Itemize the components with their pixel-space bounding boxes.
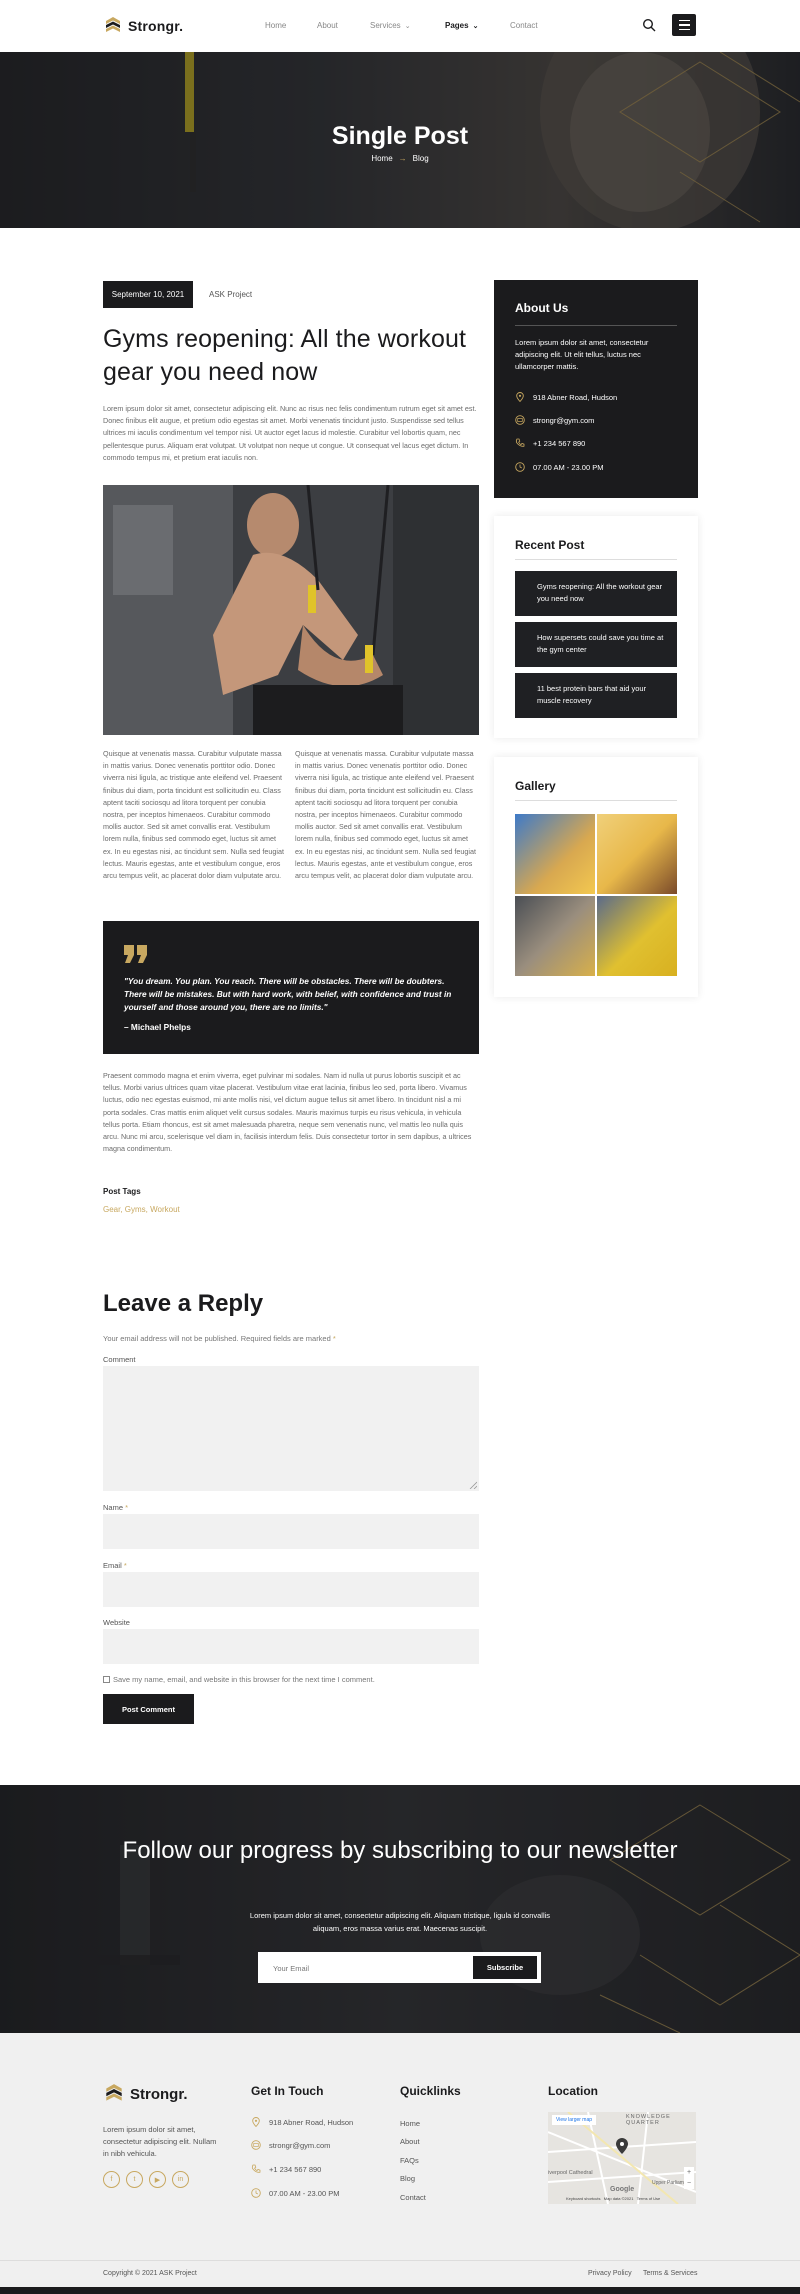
gallery-title: Gallery bbox=[515, 779, 556, 793]
recent-title: Recent Post bbox=[515, 538, 585, 552]
clock-icon bbox=[251, 2188, 261, 2198]
terms-link[interactable]: Terms & Services bbox=[643, 2270, 698, 2277]
footer-phone[interactable]: +1 234 567 890 bbox=[251, 2164, 321, 2174]
search-icon[interactable] bbox=[642, 18, 656, 32]
footer-divider bbox=[0, 2260, 800, 2261]
footer-address: 918 Abner Road, Hudson bbox=[251, 2117, 353, 2127]
about-widget bbox=[494, 280, 698, 498]
nav-contact[interactable]: Contact bbox=[510, 21, 538, 30]
divider bbox=[515, 559, 677, 560]
phone-icon bbox=[515, 438, 525, 448]
location-pin-icon bbox=[251, 2117, 261, 2127]
recent-post-item[interactable]: How supersets could save you time at the gym center bbox=[515, 622, 677, 667]
quote-author: – Michael Phelps bbox=[124, 1022, 191, 1032]
about-email[interactable] bbox=[515, 415, 594, 425]
post-date-badge: September 10, 2021 bbox=[103, 281, 193, 308]
map-label-quarter: KNOWLEDGE QUARTER bbox=[626, 2114, 671, 2126]
email-icon bbox=[515, 415, 525, 425]
nav-about[interactable]: About bbox=[317, 21, 338, 30]
site-footer bbox=[0, 2033, 800, 2294]
hamburger-icon bbox=[679, 20, 690, 22]
about-email-text: strongr@gym.com bbox=[533, 415, 595, 425]
newsletter-desc: Lorem ipsum dolor sit amet, consectetur adipiscing elit. Aliquam tristique, ligula id convallis aliquam, eros massa varius erat. Maecenas suscipit. bbox=[249, 1911, 551, 1933]
post-intro: Lorem ipsum dolor sit amet, consectetur adipiscing elit. Nunc ac risus nec felis condimentum rutrum eget sit amet est. Donec finibus elit augue, et pretium odio egestas sit amet. Morbi venenatis tincidunt justo. Suspendisse sed tellus ultrices mi iaculis condimentum vel tempor nisi. Ut auctor eget lacus id molestie. Curabitur vel lobortis quam, nec pellentesque purus. Aliquam erat volutpat. Ut volutpat non neque ut congue. Ut consequat vel lacus eget dictum. In commodo tempus mi, et pretium erat iaculis non. bbox=[103, 404, 477, 462]
clock-icon bbox=[515, 462, 525, 472]
gallery-widget bbox=[494, 757, 698, 997]
breadcrumb-home[interactable]: Home bbox=[371, 154, 393, 163]
about-address bbox=[515, 392, 617, 402]
phone-icon bbox=[251, 2164, 261, 2174]
recent-post-widget bbox=[494, 516, 698, 738]
website-input[interactable] bbox=[103, 1629, 479, 1664]
about-phone[interactable] bbox=[515, 438, 585, 448]
email-label: Email * bbox=[103, 1561, 127, 1570]
post-column-right: Quisque at venenatis massa. Curabitur vulputate massa in mattis varius. Donec venenatis porttitor odio. Donec viverra nisi ligula, ac tristique ante eleifend vel. Praesent finibus dui diam, porta tincidunt est sollicitudin eu. Class aptent taciti sociosqu ad litora torquent per conubia nostra, per inceptos himenaeos. Curabitur commodo mollis auctor. Sed sit amet convallis erat. Vestibulum lorem nulla, finibus sed commodo eget, luctus sit amet ex. In eu egestas nisi, ac tincidunt sem. Nulla sed feugiat lectus. Mauris egestas, ante et vestibulum congue, eros arcu tempus velit, ac placerat dolor diam vulputate arcu. bbox=[295, 749, 476, 881]
brand-name: Strongr. bbox=[128, 18, 184, 34]
arrow-right-icon: → bbox=[398, 154, 407, 163]
map-footer[interactable]: Keyboard shortcuts Map data ©2021 Terms of Use bbox=[566, 2196, 661, 2201]
recent-post-item[interactable]: 11 best protein bars that aid your muscle recovery bbox=[515, 673, 677, 718]
blockquote bbox=[103, 921, 479, 1054]
privacy-policy-link[interactable]: Privacy Policy bbox=[588, 2270, 632, 2277]
chevron-down-icon: ⌄ bbox=[404, 23, 411, 30]
quicklinks-title: Quicklinks bbox=[400, 2084, 461, 2098]
gallery-image[interactable] bbox=[597, 814, 677, 894]
save-info-row bbox=[103, 1675, 375, 1684]
post-author[interactable]: ASK Project bbox=[209, 290, 253, 299]
twitter-icon[interactable]: t bbox=[126, 2171, 143, 2188]
nav-home[interactable]: Home bbox=[265, 21, 287, 30]
reply-note: Your email address will not be published. Required fields are marked * bbox=[103, 1334, 336, 1343]
about-hours-text: 07.00 AM - 23.00 PM bbox=[533, 462, 604, 472]
youtube-icon[interactable]: ▶ bbox=[149, 2171, 166, 2188]
footer-link-home[interactable]: Home bbox=[400, 2119, 421, 2128]
location-map[interactable] bbox=[548, 2112, 696, 2204]
footer-email[interactable]: strongr@gym.com bbox=[251, 2140, 330, 2150]
newsletter-title: Follow our progress by subscribing to our newsletter bbox=[122, 1837, 678, 1864]
footer-link-about[interactable]: About bbox=[400, 2137, 420, 2146]
name-input[interactable] bbox=[103, 1514, 479, 1549]
google-logo: Google bbox=[610, 2186, 635, 2193]
reply-title: Leave a Reply bbox=[103, 1290, 264, 1317]
footer-link-faqs[interactable]: FAQs bbox=[400, 2156, 419, 2165]
save-info-label: Save my name, email, and website in this browser for the next time I comment. bbox=[113, 1675, 375, 1684]
nav-services-label: Services bbox=[370, 21, 401, 30]
gallery-grid bbox=[515, 814, 677, 976]
site-header bbox=[0, 0, 800, 52]
breadcrumb bbox=[0, 154, 800, 163]
quote-icon bbox=[124, 945, 148, 963]
subscribe-button[interactable]: Subscribe bbox=[473, 1956, 537, 1979]
breadcrumb-blog: Blog bbox=[412, 154, 429, 163]
gallery-image[interactable] bbox=[515, 896, 595, 976]
about-phone-text: +1 234 567 890 bbox=[533, 438, 586, 448]
map-label-cathedral: iverpool Cathedral bbox=[548, 2170, 593, 2176]
about-hours bbox=[515, 462, 603, 472]
newsletter-form bbox=[258, 1952, 541, 1983]
resize-handle-icon[interactable] bbox=[469, 1481, 477, 1489]
website-label: Website bbox=[103, 1618, 130, 1627]
social-links bbox=[103, 2171, 189, 2188]
email-icon bbox=[251, 2140, 261, 2150]
post-image bbox=[103, 485, 479, 735]
nav-services[interactable] bbox=[370, 21, 411, 30]
gallery-image[interactable] bbox=[515, 814, 595, 894]
recent-post-item[interactable]: Gyms reopening: All the workout gear you need now bbox=[515, 571, 677, 616]
divider bbox=[515, 325, 677, 326]
footer-link-blog[interactable]: Blog bbox=[400, 2174, 416, 2183]
quote-text: "You dream. You plan. You reach. There will be obstacles. There will be doubters. There will be mistakes. But with hard work, with belief, with confidence and trust in yourself and those around you, there are no limits." bbox=[124, 976, 452, 1012]
post-comment-button[interactable]: Post Comment bbox=[103, 1694, 194, 1724]
footer-logo[interactable] bbox=[103, 2083, 188, 2105]
bottom-strip bbox=[0, 2287, 800, 2294]
footer-desc: Lorem ipsum dolor sit amet, consectetur adipiscing elit. Nullam in nibh vehicula. bbox=[103, 2125, 217, 2158]
post-column-left: Quisque at venenatis massa. Curabitur vulputate massa in mattis varius. Donec venenatis porttitor odio. Donec viverra nisi ligula, ac tristique ante eleifend vel. Praesent finibus dui diam, porta tincidunt est sollicitudin eu. Class aptent taciti sociosqu ad litora torquent per conubia nostra, per inceptos himenaeos. Curabitur commodo mollis auctor. Sed sit amet convallis erat. Vestibulum lorem nulla, finibus sed commodo eget, luctus sit amet ex. In eu egestas nisi, ac tincidunt sem. Nulla sed feugiat lectus. Mauris egestas, ante et vestibulum congue, eros arcu tempus velit, ac placerat dolor diam vulputate arcu. bbox=[103, 749, 284, 881]
email-input[interactable] bbox=[103, 1572, 479, 1607]
map-pin-icon bbox=[616, 2138, 628, 2154]
name-label: Name * bbox=[103, 1503, 129, 1512]
comment-textarea[interactable] bbox=[103, 1366, 479, 1491]
newsletter-section bbox=[0, 1785, 800, 2033]
footer-hours: 07.00 AM - 23.00 PM bbox=[251, 2188, 339, 2198]
save-info-checkbox[interactable] bbox=[103, 1676, 110, 1683]
menu-button[interactable] bbox=[672, 14, 696, 36]
footer-brand: Strongr. bbox=[130, 2085, 188, 2103]
facebook-icon[interactable]: f bbox=[103, 2171, 120, 2188]
page-title: Single Post bbox=[331, 122, 469, 150]
chevron-down-icon: ⌄ bbox=[472, 23, 479, 30]
location-pin-icon bbox=[515, 392, 525, 402]
post-title: Gyms reopening: All the workout gear you need now bbox=[103, 325, 466, 386]
post-outro: Praesent commodo magna et enim viverra, eget pulvinar mi sodales. Nam id nulla ut purus lobortis suscipit et ac tellus. Morbi varius ultrices quam vitae placerat. Vestibulum vitae erat lacinia, finibus leo sed, porta libero. Vivamus luctus, odio nec egestas euismod, mi ante mollis nisi, vel dictum augue tellus sit amet libero. In tincidunt nisl a mi porta sodales. Cras mattis enim aliquet velit cursus sodales. Mauris maximus turpis eu risus vehicula, in vehicula tellus porta. Etiam rhoncus, est sit amet malesuada pharetra, neque sem venenatis nunc, vel mattis leo nulla quis arcu. Nunc mi arcu, scelerisque vel diam in, facilisis interdum felis. Duis consectetur tortor in sem dapibus, a ultrices magna condimentum. bbox=[103, 1071, 472, 1154]
about-title: About Us bbox=[515, 301, 569, 315]
location-title: Location bbox=[548, 2084, 598, 2098]
map-zoom-controls[interactable]: + − bbox=[684, 2167, 694, 2189]
logo-icon bbox=[103, 16, 123, 36]
touch-title: Get In Touch bbox=[251, 2084, 324, 2098]
linkedin-icon[interactable]: in bbox=[172, 2171, 189, 2188]
about-desc: Lorem ipsum dolor sit amet, consectetur adipiscing elit. Ut elit tellus, luctus nec ullamcorper mattis. bbox=[515, 338, 649, 371]
view-larger-map-link[interactable]: View larger map bbox=[552, 2115, 596, 2125]
footer-link-contact[interactable]: Contact bbox=[400, 2193, 426, 2202]
nav-pages-label: Pages bbox=[445, 21, 469, 30]
hero-banner bbox=[0, 52, 800, 228]
about-address-text: 918 Abner Road, Hudson bbox=[533, 392, 618, 402]
copyright: Copyright © 2021 ASK Project bbox=[103, 2270, 197, 2277]
comment-label: Comment bbox=[103, 1355, 136, 1364]
brand-logo[interactable] bbox=[103, 16, 183, 36]
nav-pages[interactable] bbox=[445, 21, 478, 30]
map-label-upper: Upper Parliam bbox=[652, 2180, 684, 2186]
divider bbox=[515, 800, 677, 801]
post-tags[interactable]: Gear, Gyms, Workout bbox=[103, 1205, 180, 1214]
newsletter-email-input[interactable]: Your Email bbox=[273, 1964, 309, 1973]
post-tags-label: Post Tags bbox=[103, 1187, 141, 1196]
gallery-image[interactable] bbox=[597, 896, 677, 976]
logo-icon bbox=[103, 2083, 125, 2105]
